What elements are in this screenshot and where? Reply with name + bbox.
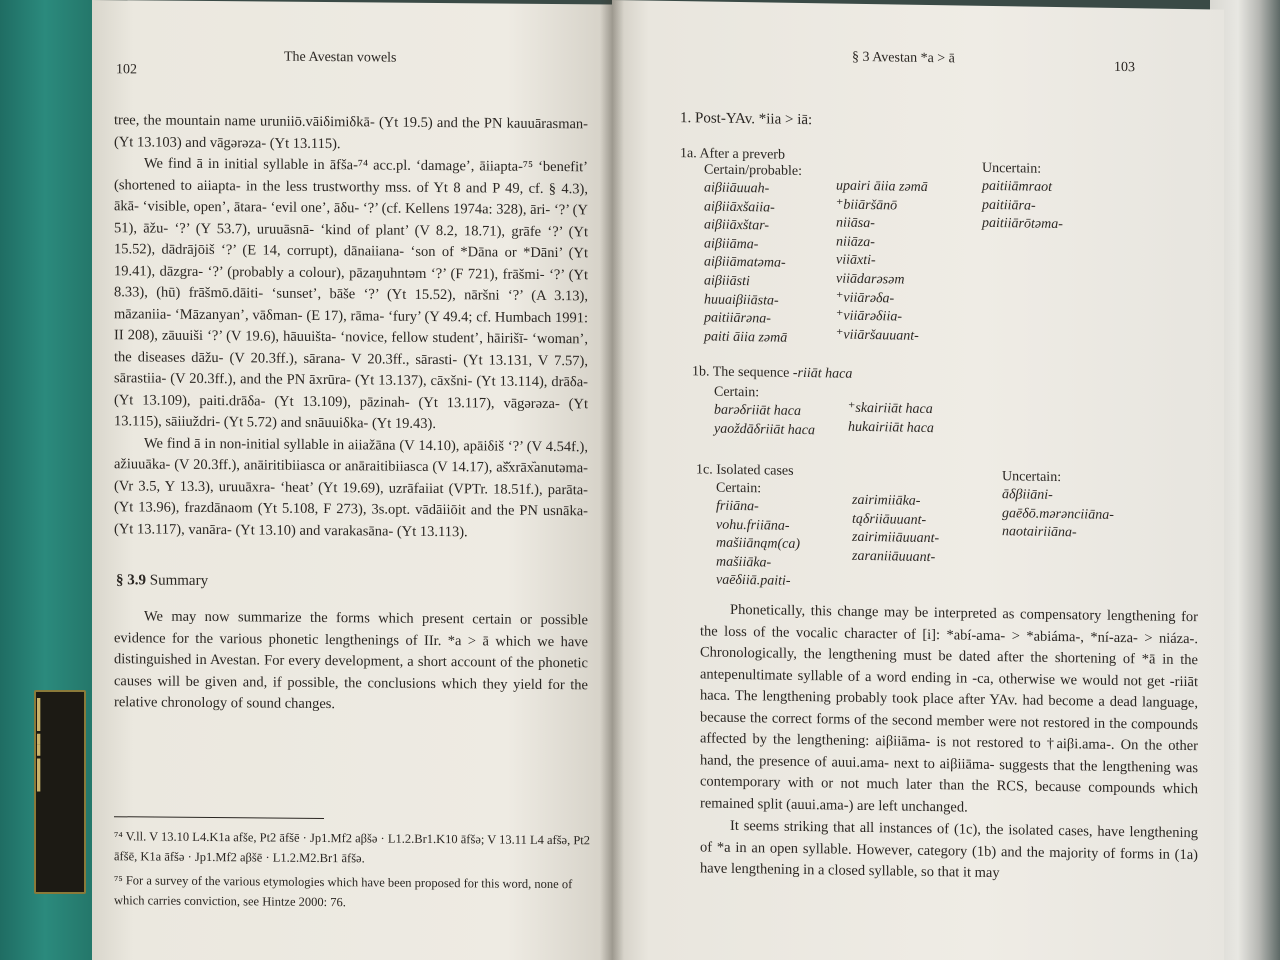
list-item: paitiiārōtəma- — [982, 215, 1063, 233]
subheading-1a: 1a. After a preverb — [680, 146, 785, 163]
list-item: aiβiiāxštar- — [704, 217, 770, 234]
left-main-text — [114, 110, 588, 544]
list-1a-certain-col2 — [836, 178, 928, 347]
paragraph: We find ā in non-initial syllable in aiiažāna (V 14.10), apāiδiš ‘?’ (V 4.54f.), ažiuuāka- (V 20.3ff.), anāiritibiiasca or anāraitibiiasca (V 14.17), aš̌xrāx᷈anutəma- (Vr 3.5, Y 13.3), uruuāxra- ‘heat’ (Yt 19.69), uzrāfaiiat (VPTr. 18.51f.), parāta- (Yt 13.96), frazdānaom (Yt 5.108, F 273), 3s.opt. vādāiiōit and the PN usnāka- (Yt 13.117), vanāra- (Yt 13.10) and varakasāna- (Yt 13.113). — [114, 434, 588, 540]
list-1a-certain-col1 — [704, 179, 787, 348]
list-item: aiβiiāmatəma- — [704, 254, 786, 272]
summary-paragraph: We may now summarize the forms which present certain or possible evidence for the various phonetic lengthenings of IIr. *a > ā which we have distinguished in Avestan. For every development, a short account of the phonetic causes will be given and, if possible, the conclusions which they yield for the relative chronology of sound changes. — [114, 608, 588, 713]
list-item: paitiiāra- — [982, 197, 1036, 214]
section-number: § 3.9 — [116, 572, 146, 589]
footnotes — [114, 826, 592, 914]
section-title: Summary — [149, 572, 209, 590]
paragraph: Phonetically, this change may be interpreted as compensatory lengthening for the loss of the vocalic character of [i]: *abí-ama- > *abiáma-, *ní-aza- > niáza-. Chronologically, the lengthening must be dated after the shortening of *ā in the antepenultimate syllable of a word ending in -ca, otherwise we would not get -riiāt haca. The lengthening probably took place after YAv. had become a dead language, because the correct forms of the second member were not restored in the compounds affected by the lengthening: aiβiiāma- is not restored to †aiβi.ama-. On the other hand, the presence of auui.ama- next to aiβiiāma- suggests that the lengthening was contemporary with or not much later than the RCS, because compounds which remained split (auui.ama-) are left unchanged. — [700, 601, 1198, 816]
uncertain-label-1a: Uncertain: — [982, 160, 1042, 177]
list-item: mašiiāka- — [716, 554, 772, 571]
certain-label-1a: Certain/probable: — [704, 162, 802, 179]
list-item: naotairiiāna- — [1002, 524, 1077, 541]
list-item: barəδriiāt haca — [714, 402, 802, 419]
uncertain-label-1c: Uncertain: — [1002, 469, 1062, 486]
list-item: niiāsa- — [836, 215, 875, 232]
list-item: aiβiiāxšaiia- — [704, 199, 775, 216]
list-item: upairi āiia zəmā — [836, 178, 928, 195]
list-item: aiβiiāsti — [704, 273, 750, 290]
list-item: paiti āiia zəmā — [704, 329, 788, 346]
list-item: ⁺viiārəδa- — [836, 290, 895, 306]
list-item: paitiiāmraot — [982, 178, 1053, 195]
list-item: yaoždāδriiāt haca — [714, 421, 816, 438]
paragraph: tree, the mountain name uruniiō.vāiδimiδkā- (Yt 19.5) and the PN kauuārasman- (Yt 13.103) and vāgərəza- (Yt 13.115). — [114, 112, 588, 152]
book-gutter — [600, 0, 624, 960]
spine-label — [34, 690, 86, 894]
list-item: huuaiβiiāsta- — [704, 292, 779, 309]
list-item: vaēδiiā.paiti- — [716, 573, 791, 590]
subheading-1c: 1c. Isolated cases — [696, 462, 794, 479]
footnote-74: ⁷⁴ V.ll. V 13.10 L4.K1a afše, Pt2 āfšē · Jp1.Mf2 aβšə · L1.2.Br1.K10 āfšə; V 13.11 L4 afšə, Pt2 āfšē, K1a āfšə · Jp1.Mf2 aβšē · L1.2.M2.Br1 āfšə. — [114, 829, 591, 866]
list-1b-col1 — [714, 402, 815, 441]
list-item: aiβiiāuuah- — [704, 180, 770, 197]
certain-label-1c: Certain: — [716, 480, 762, 497]
list-item: vohu.friiāna- — [716, 517, 790, 534]
certain-label-1b: Certain: — [714, 384, 760, 401]
heading-1: 1. Post-YAv. *iia > iā: — [680, 110, 813, 129]
paragraph: We find ā in initial syllable in āfša-⁷⁴ acc.pl. ‘damage’, āiiapta-⁷⁵ ‘benefit’ (shortened to aiiapta- in the less trustworthy mss. of Yt 8 and P 49, cf. § 4.3), ākā- ‘visible, open’, ātara- ‘evil one’, āδu- ‘?’ (cf. Kellens 1974a: 328), āri- ‘?’ (Y 51), āžu- ‘?’ (Y 53.7), uruuāsnā- ‘kind of plant’ (V 8.2, 18.71), grāfe ‘?’ (Yt 15.52), dādrājōiš ‘?’ (E 14, corrupt), dānaiiana- ‘son of *Dāna or *Dāni’ (Yt 19.41), dāzgra- ‘?’ (probably a colour), pāzaŋuhntəm ‘?’ (F 721), frāšmi- ‘?’ (Yt 8.33), (hū) frāšmō.dāiti- ‘sunset’, bāše ‘?’ (Yt 15.52), nāršni ‘?’ (A 3.13), māzaniia- ‘Māzanyan’, vāδman- (E 17), rāma- ‘fury’ (Y 49.4; cf. Humbach 1991: II 208), zāuuiši ‘?’ (V 19.6), hāuuišta- ‘novice, fellow student’, hāirišī- ‘woman’, the diseases dāžu- (V 20.3ff.), sārana- V 20.3ff., sārasti- (Yt 13.131, V 7.57), sārastiia- (V 20.3ff.), and the PN āxrūra- (Yt 13.137), cāxšni- (Yt 13.114), drāδa- (Yt 13.109), paiti.drāδa- (Yt 13.109), pāzinah- (Yt 13.117), vāgərəza- (Yt 13.115), sāiiuždri- (Yt 5.72) and snāuuiδka- (Yt 19.43). — [114, 155, 588, 433]
list-item: zaraniiāuuant- — [852, 548, 936, 565]
list-item: aiβiiāma- — [704, 236, 759, 253]
list-item: paitiiārəna- — [704, 310, 771, 327]
right-page — [612, 0, 1224, 960]
list-item: gaēδō.mərənciiāna- — [1002, 505, 1114, 523]
list-item: tąδriiāuuant- — [852, 511, 927, 528]
section-heading — [116, 572, 208, 590]
footnote-rule — [114, 816, 324, 819]
subheading-1b — [692, 363, 852, 384]
list-item: āδβiiāni- — [1002, 487, 1053, 503]
subheading-1b-form: -riiāt haca — [792, 365, 853, 382]
list-item: viiāxti- — [836, 252, 876, 269]
list-item: mašiiānąm(ca) — [716, 535, 800, 553]
list-item: ⁺skairiiāt haca — [848, 400, 933, 418]
paragraph: It seems striking that all instances of (1c), the isolated cases, have lengthening of *a in an open syllable. However, category (1b) and the majority of forms in (1a) have lengthening in a closed syllable, so that it may — [700, 817, 1198, 882]
list-item: ⁺viiārəδiia- — [836, 308, 902, 325]
subheading-1b-prefix: 1b. The sequence — [692, 364, 790, 381]
list-1c-certain-col2 — [852, 492, 939, 568]
footnote-75: ⁷⁵ For a survey of the various etymologies which have been proposed for this word, none of which carries conviction, see Hintze 2000: 76. — [114, 873, 573, 910]
list-item: viiādarəsəm — [836, 271, 905, 288]
running-head-right: § 3 Avestan *a > ā — [852, 49, 955, 67]
page-number-right: 103 — [1114, 59, 1135, 76]
list-1c-uncertain — [1002, 486, 1114, 544]
summary-paragraph-block — [114, 606, 588, 718]
list-item: niiāza- — [836, 234, 875, 250]
left-page — [92, 0, 612, 960]
list-item: friiāna- — [716, 498, 759, 515]
page-number-left: 102 — [116, 62, 137, 78]
list-item: zairimiiāka- — [852, 492, 921, 509]
running-head-left: The Avestan vowels — [284, 49, 397, 66]
list-item: ⁺biiāršānō — [836, 197, 898, 214]
list-item: zairimiiāuuant- — [852, 529, 940, 547]
right-main-text — [700, 599, 1198, 887]
list-item: ⁺viiāršauuant- — [836, 327, 919, 344]
list-1b-col2 — [848, 400, 934, 439]
list-1a-uncertain — [982, 178, 1063, 235]
list-1c-certain-col1 — [716, 498, 800, 592]
spine-label-text: ▬▬▬ ▬▬ ▬▬▬ — [34, 698, 46, 792]
list-item: hukairiiāt haca — [848, 419, 934, 436]
